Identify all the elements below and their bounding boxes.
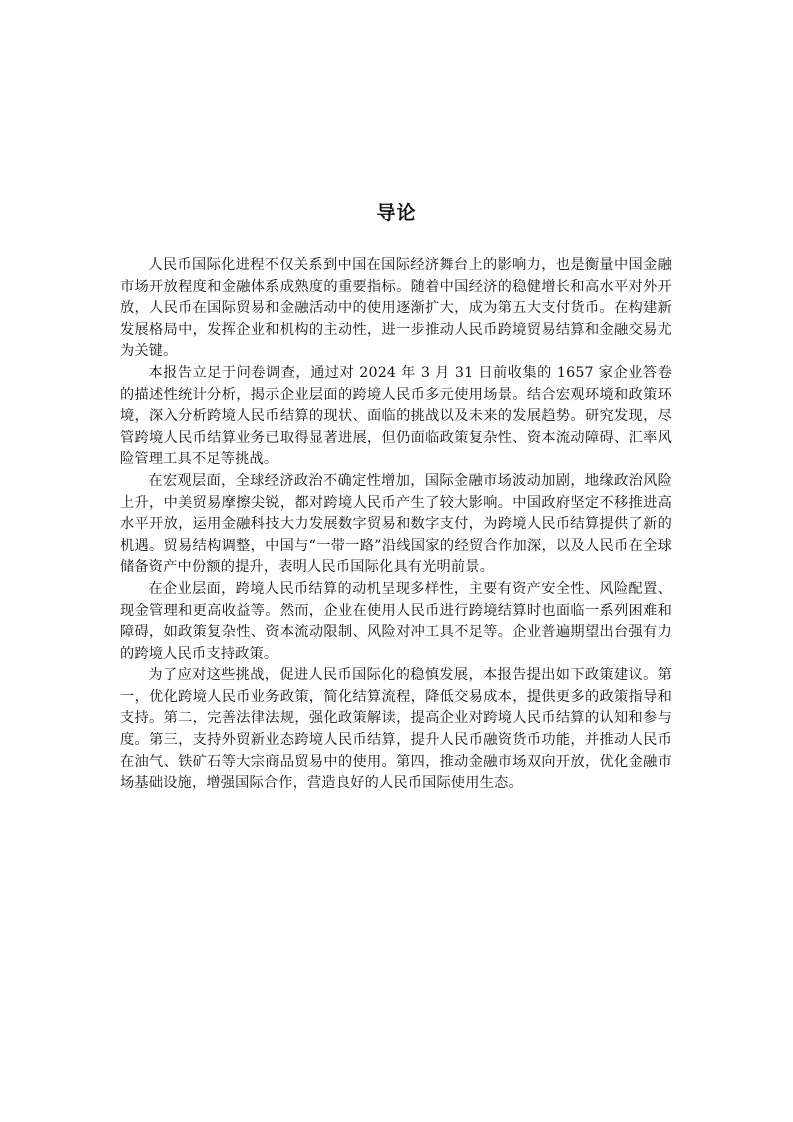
paragraph-1: 人民币国际化进程不仅关系到中国在国际经济舞台上的影响力，也是衡量中国金融市场开放程度和金融体系成熟度的重要指标。随着中国经济的稳健增长和高水平对外开放，人民币在国际贸易和金融活动中的使用逐渐扩大，成为第五大支付货币。在构建新发展格局中，发挥企业和机构的主动性，进一步推动人民币跨境贸易结算和金融交易尤为关键。 bbox=[120, 257, 672, 360]
page-title: 导论 bbox=[376, 202, 417, 224]
paragraph-3: 在宏观层面，全球经济政治不确定性增加，国际金融市场波动加剧，地缘政治风险上升，中美贸易摩擦尖锐，都对跨境人民币产生了较大影响。中国政府坚定不移推进高水平开放，运用金融科技大力发展数字贸易和数字支付，为跨境人民币结算提供了新的机遇。贸易结构调整，中国与“一带一路”沿线国家的经贸合作加深，以及人民币在全球储备资产中份额的提升，表明人民币国际化具有光明前景。 bbox=[120, 472, 672, 576]
paragraph-4: 在企业层面，跨境人民币结算的动机呈现多样性，主要有资产安全性、风险配置、现金管理和更高收益等。然而，企业在使用人民币进行跨境结算时也面临一系列困难和障碍，如政策复杂性、资本流动限制、风险对冲工具不足等。企业普遍期望出台强有力的跨境人民币支持政策。 bbox=[120, 580, 672, 662]
paragraph-2: 本报告立足于问卷调查，通过对 2024 年 3 月 31 日前收集的 1657 家企业答卷的描述性统计分析，揭示企业层面的跨境人民币多元使用场景。结合宏观环境和政策环境，深入分析跨境人民币结算的现状、面临的挑战以及未来的发展趋势。研究发现，尽管跨境人民币结算业务已取得显著进展，但仍面临政策复杂性、资本流动障碍、汇率风险管理工具不足等挑战。 bbox=[120, 364, 672, 468]
paragraph-5: 为了应对这些挑战，促进人民币国际化的稳慎发展，本报告提出如下政策建议。第一，优化跨境人民币业务政策，简化结算流程，降低交易成本，提供更多的政策指导和支持。第二，完善法律法规，强化政策解读，提高企业对跨境人民币结算的认知和参与度。第三，支持外贸新业态跨境人民币结算，提升人民币融资货币功能，并推动人民币在油气、铁矿石等大宗商品贸易中的使用。第四，推动金融市场双向开放，优化金融市场基础设施，增强国际合作，营造良好的人民币国际使用生态。 bbox=[120, 667, 672, 792]
body-text bbox=[120, 255, 672, 795]
